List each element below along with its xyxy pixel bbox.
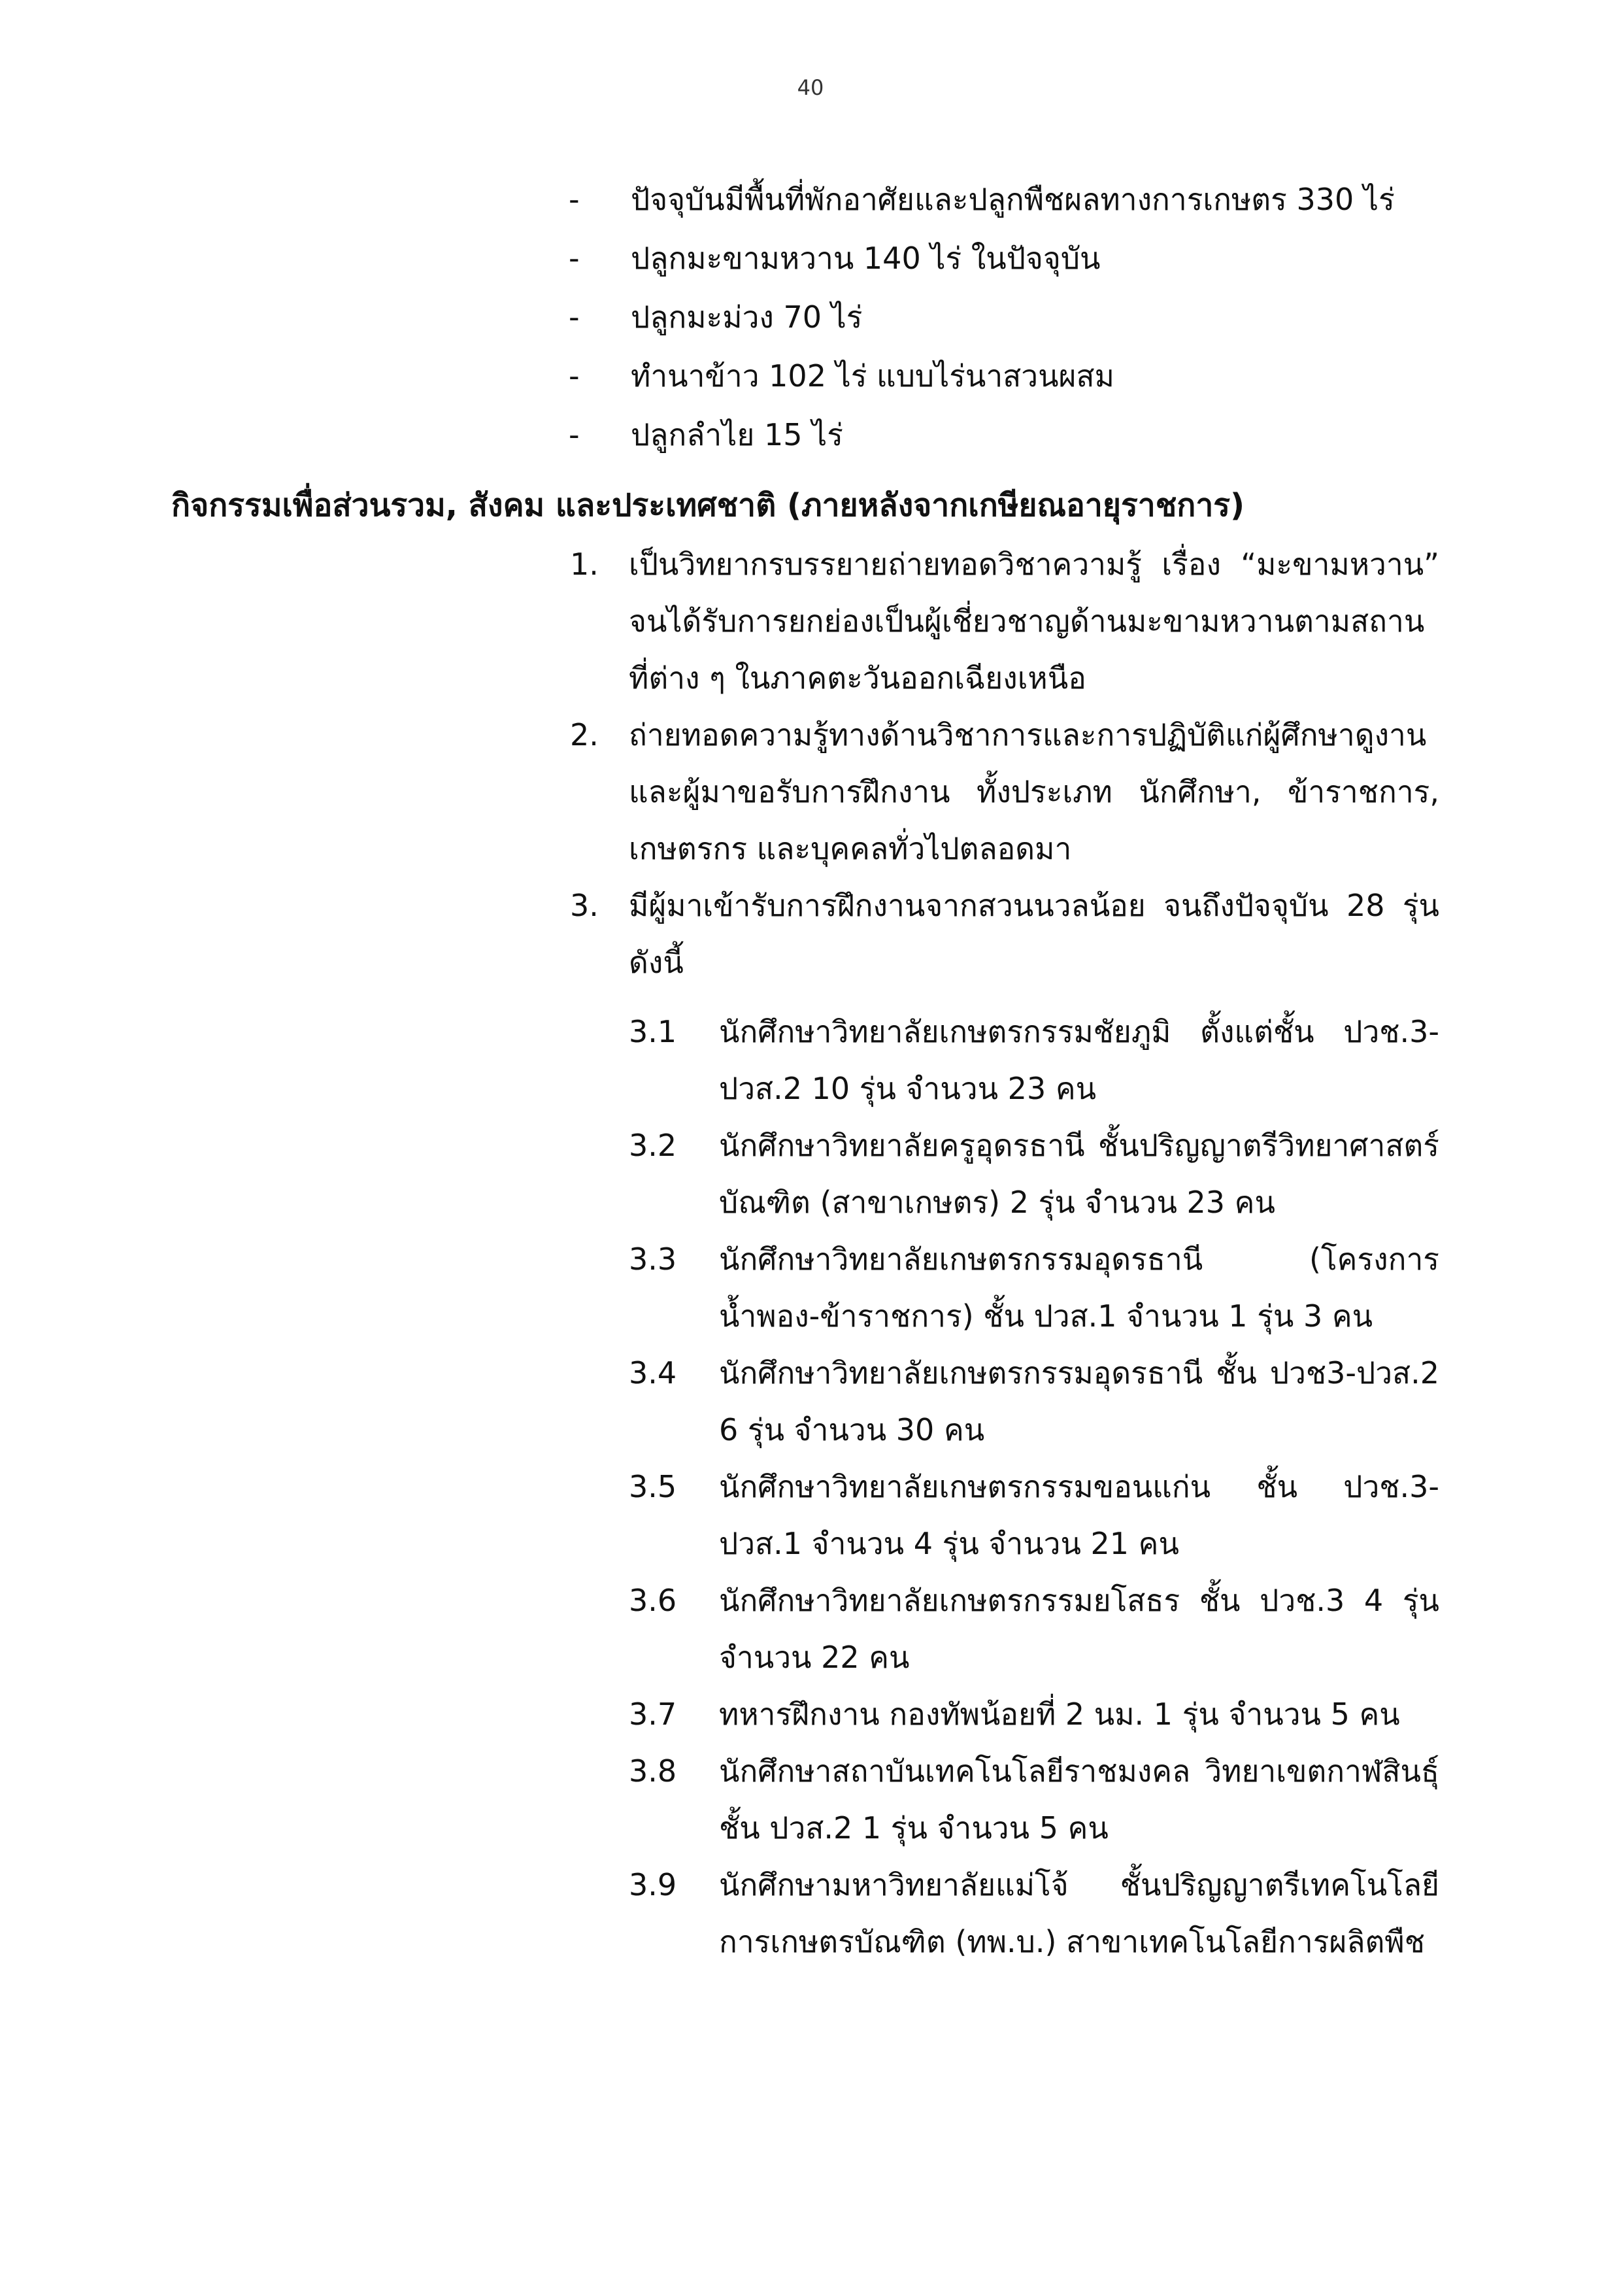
sub-item-number: 3.8 [629,1753,677,1789]
numbered-list [570,536,1439,991]
sub-item-text: ทหารฝึกงาน กองทัพน้อยที่ 2 นม. 1 รุ่น จำนวน 5 คน [719,1697,1400,1732]
sub-item [629,1004,1439,1117]
sub-item [629,1231,1439,1345]
sub-item-number: 3.6 [629,1583,677,1618]
sub-item-number: 3.5 [629,1469,677,1504]
sub-item-text: นักศึกษาวิทยาลัยเกษตรกรรมอุดรธานี (โครงการน้ำพอง-ข้าราชการ) ชั้น ปวส.1 จำนวน 1 รุ่น 3 คน [719,1241,1439,1334]
sub-item [629,1743,1439,1857]
list-item-text: ปัจจุบันมีพื้นที่พักอาศัยและปลูกพืชผลทางการเกษตร 330 ไร่ [631,182,1395,217]
dash-bullet: - [569,182,580,217]
dash-bullet: - [569,417,580,452]
numbered-item [570,707,1439,877]
sub-item-number: 3.2 [629,1128,677,1163]
list-item-text: ปลูกลำไย 15 ไร่ [631,417,843,452]
sub-item-text: นักศึกษาวิทยาลัยครูอุดรธานี ชั้นปริญญาตรีวิทยาศาสตร์บัณฑิต (สาขาเกษตร) 2 รุ่น จำนวน 23 คน [719,1128,1439,1220]
sub-item [629,1459,1439,1572]
sub-item-number: 3.9 [629,1867,677,1902]
sub-item-text: นักศึกษาวิทยาลัยเกษตรกรรมยโสธร ชั้น ปวช.3 4 รุ่น จำนวน 22 คน [719,1583,1439,1675]
list-item [569,288,1484,346]
list-item-text: ปลูกมะม่วง 70 ไร่ [631,299,863,335]
sub-item-number: 3.7 [629,1697,677,1732]
list-item [569,170,1484,229]
sub-item-number: 3.4 [629,1355,677,1391]
item-text: มีผู้มาเข้ารับการฝึกงานจากสวนนวลน้อย จนถึงปัจจุบัน 28 รุ่น ดังนี้ [629,888,1439,980]
sub-item-text: นักศึกษาวิทยาลัยเกษตรกรรมอุดรธานี ชั้น ปวช3-ปวส.2 6 รุ่น จำนวน 30 คน [719,1355,1439,1447]
numbered-item [570,536,1439,707]
sub-item [629,1345,1439,1459]
section-heading: กิจกรรมเพื่อส่วนรวม, สังคม และประเทศชาติ (ภายหลังจากเกษียณอายุราชการ) [171,487,1245,524]
item-number: 3. [570,888,599,923]
sub-list [629,1004,1439,1970]
sub-item-number: 3.3 [629,1241,677,1277]
item-number: 1. [570,547,599,582]
sub-item [629,1857,1439,1970]
item-text: ถ่ายทอดความรู้ทางด้านวิชาการและการปฏิบัติแก่ผู้ศึกษาดูงานและผู้มาขอรับการฝึกงาน ทั้งประเภท นักศึกษา, ข้าราชการ, เกษตรกร และบุคคลทั่วไปตลอดมา [629,717,1439,866]
sub-item [629,1572,1439,1686]
dash-list [569,170,1484,464]
dash-bullet: - [569,241,580,276]
list-item-text: ปลูกมะขามหวาน 140 ไร่ ในปัจจุบัน [631,241,1101,276]
sub-item [629,1117,1439,1231]
item-number: 2. [570,717,599,752]
list-item [569,229,1484,288]
list-item [569,346,1484,405]
dash-bullet: - [569,299,580,335]
list-item-text: ทำนาข้าว 102 ไร่ แบบไร่นาสวนผสม [631,358,1114,394]
sub-item [629,1686,1439,1743]
numbered-item [570,877,1439,991]
dash-bullet: - [569,358,580,394]
item-text: เป็นวิทยากรบรรยายถ่ายทอดวิชาความรู้ เรื่อง “มะขามหวาน” จนได้รับการยกย่องเป็นผู้เชี่ยวชาญด้านมะขามหวานตามสถานที่ต่าง ๆ ในภาคตะวันออกเฉียงเหนือ [629,547,1439,696]
sub-item-text: นักศึกษาสถาบันเทคโนโลยีราชมงคล วิทยาเขตกาฬสินธุ์ ชั้น ปวส.2 1 รุ่น จำนวน 5 คน [719,1753,1439,1846]
sub-item-number: 3.1 [629,1014,677,1049]
sub-item-text: นักศึกษาวิทยาลัยเกษตรกรรมขอนแก่น ชั้น ปวช.3-ปวส.1 จำนวน 4 รุ่น จำนวน 21 คน [719,1469,1439,1561]
page-number: 40 [797,75,824,100]
sub-item-text: นักศึกษาวิทยาลัยเกษตรกรรมชัยภูมิ ตั้งแต่ชั้น ปวช.3-ปวส.2 10 รุ่น จำนวน 23 คน [719,1014,1439,1106]
sub-item-text: นักศึกษามหาวิทยาลัยแม่โจ้ ชั้นปริญญาตรีเทคโนโลยีการเกษตรบัณฑิต (ทพ.บ.) สาขาเทคโนโลยีการผลิตพืช [719,1867,1439,1959]
list-item [569,405,1484,464]
